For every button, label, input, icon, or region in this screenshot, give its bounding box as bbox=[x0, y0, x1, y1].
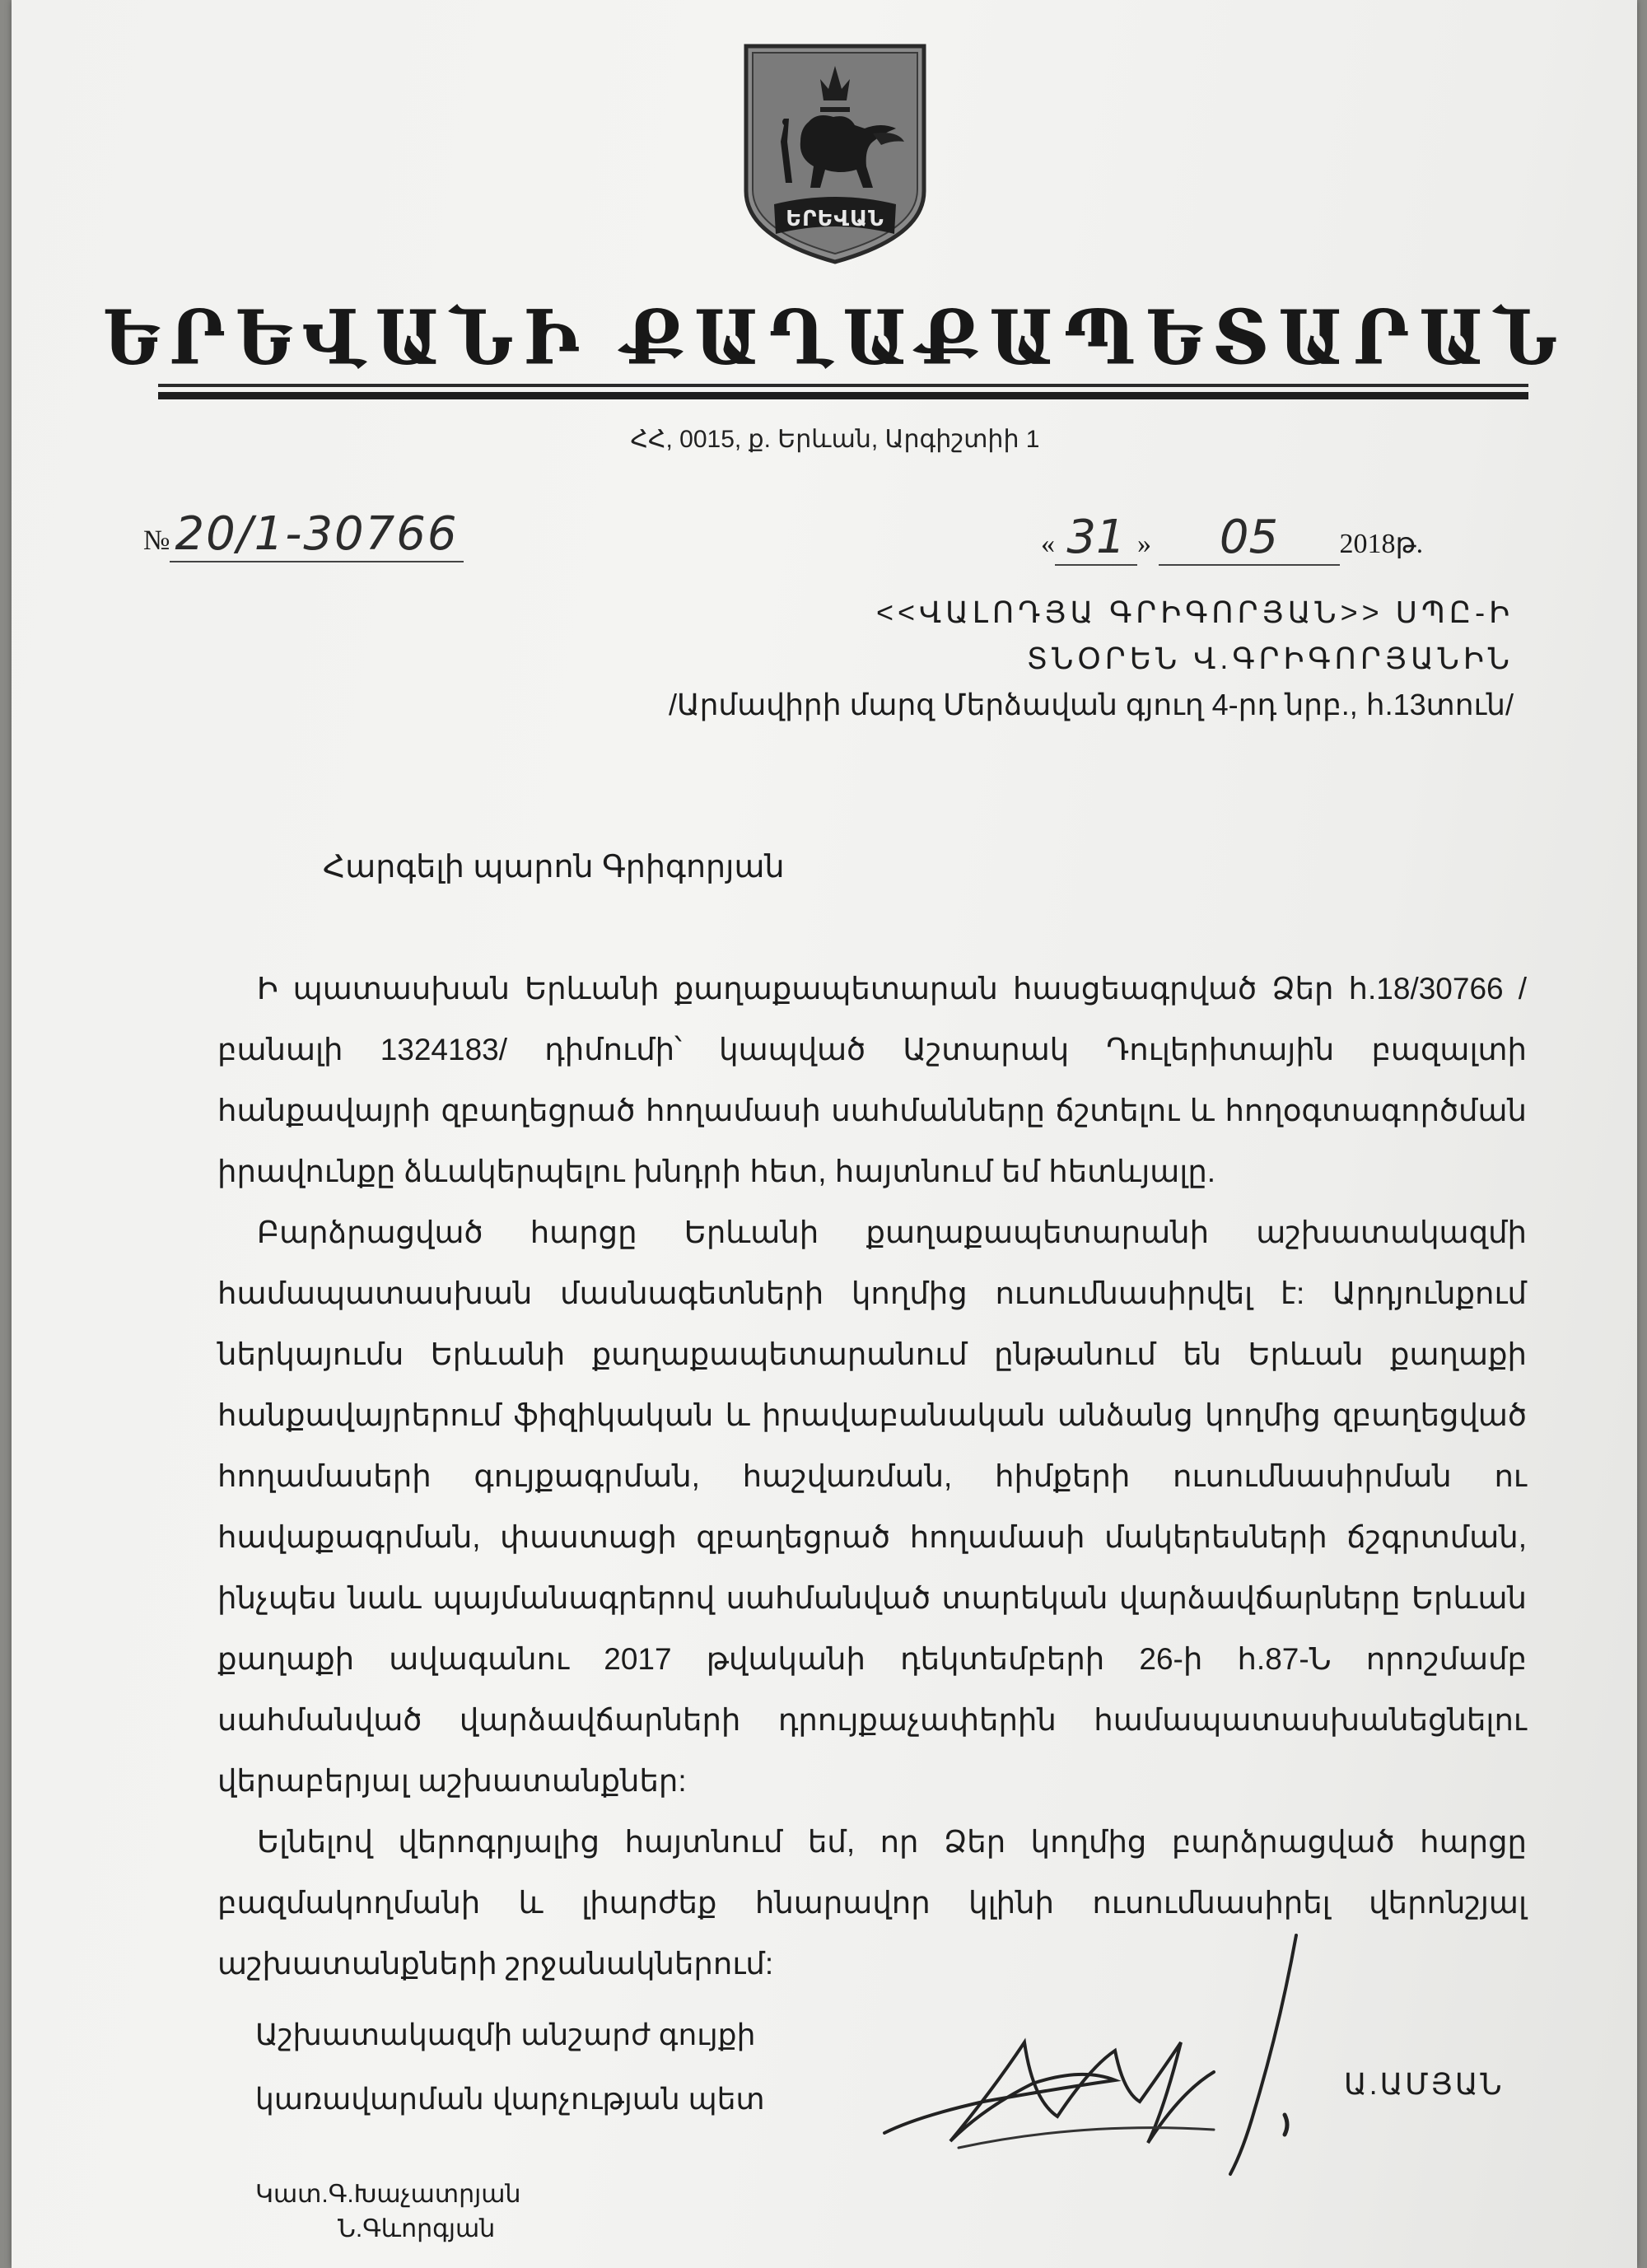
signer-title bbox=[255, 2003, 765, 2131]
body-paragraph-3: Ելնելով վերոգրյալից հայտնում եմ, որ Ձեր կողմից բարձրացված հարցը բազմակողմանի և լիարժեք հնարավոր կլինի ուսումնասիրել վերոնշյալ աշխատանքների շրջանակներում: bbox=[217, 1825, 1527, 1981]
number-sign: № bbox=[143, 525, 170, 556]
date-open-quote: « bbox=[1041, 529, 1055, 559]
crest-emblem-label: ԵՐԵՎԱՆ bbox=[786, 207, 884, 231]
recipient-block bbox=[669, 590, 1514, 728]
organization-address: ՀՀ, 0015, ք. Երևան, Արգիշտիի 1 bbox=[630, 426, 1040, 453]
date-close-quote: » bbox=[1137, 529, 1151, 559]
letter-body bbox=[217, 959, 1527, 1995]
date-month-handwritten: 05 bbox=[1159, 511, 1340, 566]
yerevan-coat-of-arms-icon bbox=[741, 43, 929, 267]
body-paragraph-1: Ի պատասխան Երևանի քաղաքապետարան հասցեագրված Ձեր հ.18/30766 /բանալի 1324183/ դիմումի՝ կապված Աշտարակ Դուլերիտային բազալտի հանքավայրի զբաղեցրած հողամասի սահմանները ճշտելու և հողօգտագործման իրավունքը ձևակերպելու խնդրի հետ, հայտնում եմ հետևյալը. bbox=[217, 972, 1527, 1188]
header-divider-thin bbox=[158, 384, 1528, 387]
executors bbox=[255, 2177, 521, 2247]
signer-title-line-2: կառավարման վարչության պետ bbox=[255, 2082, 765, 2116]
handwritten-signature bbox=[868, 1927, 1362, 2207]
recipient-address: /Արմավիրի մարզ Մերձավան գյուղ 4-րդ նրբ., հ.13տուն/ bbox=[669, 688, 1514, 721]
salutation: Հարգելի պարոն Գրիգորյան bbox=[323, 850, 785, 884]
recipient-director: ՏՆՕՐԵՆ Վ.ԳՐԻԳՈՐՅԱՆԻՆ bbox=[1026, 642, 1514, 675]
executor-line-1: Կատ.Գ.Խաչատրյան bbox=[255, 2181, 521, 2208]
date-day-handwritten: 31 bbox=[1055, 511, 1137, 566]
date-year: 2018թ. bbox=[1339, 529, 1424, 559]
signer-name: Ա.ԱՄՅԱՆ bbox=[1344, 2067, 1505, 2101]
body-paragraph-2: Բարձրացված հարցը Երևանի քաղաքապետարանի աշխատակազմի համապատասխան մասնագետների կողմից ուսումնասիրվել է: Արդյունքում ներկայումս Երևանի քաղաքապետարանում ընթանում են Երևան քաղաքի հանքավայրերում ֆիզիկական և իրավաբանական անձանց կողմից զբաղեցված հողամասերի գույքագրման, հաշվառման, հիմքերի ուսումնասիրման ու հավաքագրման, փաստացի զբաղեցրած հողամասի մակերեսների ճշգրտման, ինչպես նաև պայմանագրերով սահմանված տարեկան վարձավճարները Երևան քաղաքի ավագանու 2017 թվականի դեկտեմբերի 26-ի հ.87-Ն որոշմամբ սահմանված վարձավճարների դրույքաչափերին համապատասխանեցնելու վերաբերյալ աշխատանքներ: bbox=[217, 1216, 1527, 1798]
letter-sheet bbox=[12, 0, 1637, 2268]
letter-number bbox=[143, 507, 464, 561]
organization-title: ԵՐԵՎԱՆԻ ՔԱՂԱՔԱՊԵՏԱՐԱՆ bbox=[102, 293, 1568, 381]
letter-number-handwritten: 20/1-30766 bbox=[170, 507, 463, 562]
header-divider-thick bbox=[158, 392, 1528, 399]
letter-date bbox=[1041, 511, 1423, 566]
executor-line-2: Ն.Գևորգյան bbox=[338, 2215, 496, 2242]
signer-title-line-1: Աշխատակազմի անշարժ գույքի bbox=[255, 2018, 756, 2051]
recipient-company: <<ՎԱԼՈԴՅԱ ԳՐԻԳՈՐՅԱՆ>> ՍՊԸ-Ի bbox=[875, 595, 1514, 629]
